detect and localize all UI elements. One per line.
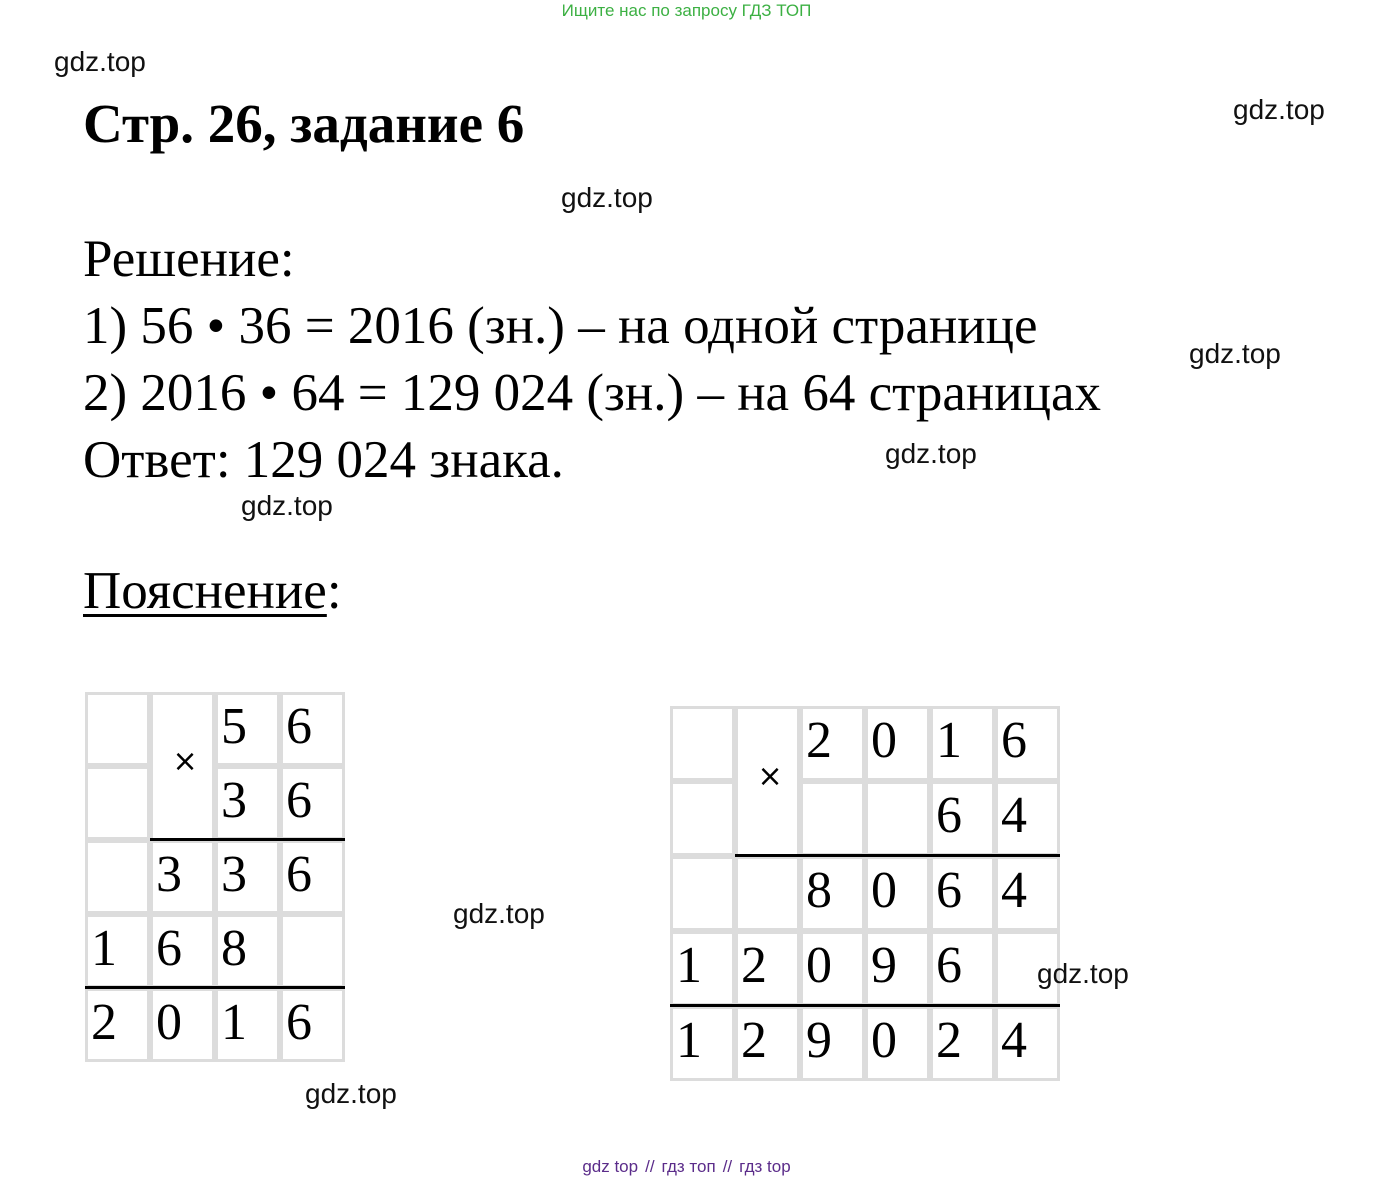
digit-cell (930, 781, 995, 856)
digit: 1 (91, 920, 117, 977)
footer-separator: // (722, 1157, 733, 1176)
digit: 2 (936, 1012, 962, 1069)
digit-cell (150, 988, 215, 1062)
digit-cell (215, 692, 280, 766)
watermark: gdz.top (1037, 958, 1129, 989)
digit-cell (735, 856, 800, 931)
digit: 0 (871, 862, 897, 919)
digit-cell (930, 1006, 995, 1081)
digit-cell (670, 781, 735, 856)
digit: 6 (1001, 712, 1027, 769)
footer-links (0, 1157, 1373, 1177)
explanation-heading (83, 562, 342, 620)
digit: 1 (676, 937, 702, 994)
watermark: gdz.top (241, 490, 333, 521)
digit: 2 (806, 712, 832, 769)
digit-cell (670, 931, 735, 1006)
solution-step-2: 2) 2016 • 64 = 129 024 (зн.) – на 64 страницах (83, 364, 1102, 422)
digit-cell (215, 766, 280, 840)
digit: 6 (936, 787, 962, 844)
digit: 9 (806, 1012, 832, 1069)
digit: 2 (741, 1012, 767, 1069)
digit-cell (215, 914, 280, 988)
digit-cell (150, 840, 215, 914)
digit: 6 (936, 937, 962, 994)
watermark: gdz.top (561, 182, 653, 213)
digit-cell (930, 931, 995, 1006)
digit-cell (280, 840, 345, 914)
digit: 4 (1001, 1012, 1027, 1069)
watermark: gdz.top (1189, 338, 1281, 369)
digit: 6 (286, 772, 312, 829)
digit: 2 (91, 994, 117, 1051)
explanation-word: Пояснение (83, 562, 327, 620)
digit-cell (995, 856, 1060, 931)
multiply-icon: × (172, 744, 198, 779)
digit: 6 (936, 862, 962, 919)
digit-cell (85, 692, 150, 766)
watermark: gdz.top (54, 46, 146, 77)
watermark: gdz.top (1233, 94, 1325, 125)
digit: 2 (741, 937, 767, 994)
sum-line (735, 854, 1060, 857)
digit-cell (670, 706, 735, 781)
digit-cell (280, 914, 345, 988)
digit-cell (735, 931, 800, 1006)
digit: 0 (156, 994, 182, 1051)
digit-cell (930, 706, 995, 781)
digit-cell (670, 856, 735, 931)
digit-cell (800, 1006, 865, 1081)
footer-link-gdz-top[interactable]: gdz top (582, 1157, 639, 1176)
digit-cell (865, 706, 930, 781)
digit-cell (800, 781, 865, 856)
digit: 3 (221, 772, 247, 829)
digit: 6 (286, 994, 312, 1051)
footer-link-gdz-top-mixed[interactable]: гдз top (739, 1157, 791, 1176)
watermark: gdz.top (885, 438, 977, 469)
multiply-icon: × (757, 759, 783, 794)
digit-cell (670, 1006, 735, 1081)
digit: 0 (806, 937, 832, 994)
page-title: Стр. 26, задание 6 (83, 93, 525, 154)
top-banner: Ищите нас по запросу ГДЗ ТОП (561, 1, 812, 20)
digit-cell (800, 931, 865, 1006)
digit: 6 (156, 920, 182, 977)
digit: 8 (221, 920, 247, 977)
explanation-colon: : (326, 562, 342, 620)
sign-cell (735, 706, 800, 856)
digit-cell (150, 914, 215, 988)
digit: 5 (221, 698, 247, 755)
digit-cell (735, 1006, 800, 1081)
digit-cell (85, 988, 150, 1062)
digit: 4 (1001, 862, 1027, 919)
digit: 6 (286, 698, 312, 755)
digit-cell (995, 781, 1060, 856)
digit-cell (85, 914, 150, 988)
digit: 9 (871, 937, 897, 994)
digit-cell (865, 931, 930, 1006)
footer-link-gdz-top-ru[interactable]: гдз топ (661, 1157, 716, 1176)
digit-cell (280, 988, 345, 1062)
footer-separator: // (645, 1157, 655, 1176)
digit-cell (930, 856, 995, 931)
digit-cell (800, 706, 865, 781)
digit-cell (995, 1006, 1060, 1081)
digit: 1 (676, 1012, 702, 1069)
digit: 0 (871, 1012, 897, 1069)
digit-cell (85, 840, 150, 914)
digit: 8 (806, 862, 832, 919)
sum-line (150, 838, 345, 841)
digit-cell (995, 706, 1060, 781)
digit-cell (280, 766, 345, 840)
sum-line (670, 1004, 1060, 1007)
watermark: gdz.top (453, 898, 545, 929)
digit: 0 (871, 712, 897, 769)
solution-heading: Решение: (83, 230, 295, 288)
watermark: gdz.top (305, 1078, 397, 1109)
digit: 6 (286, 846, 312, 903)
digit-cell (215, 840, 280, 914)
digit-cell (215, 988, 280, 1062)
digit: 3 (156, 846, 182, 903)
solution-answer: Ответ: 129 024 знака. (83, 431, 564, 489)
digit: 1 (221, 994, 247, 1051)
digit: 3 (221, 846, 247, 903)
sum-line (85, 986, 345, 989)
sign-cell (150, 692, 215, 840)
digit: 4 (1001, 787, 1027, 844)
digit-cell (865, 781, 930, 856)
digit: 1 (936, 712, 962, 769)
digit-cell (800, 856, 865, 931)
digit-cell (865, 1006, 930, 1081)
solution-step-1: 1) 56 • 36 = 2016 (зн.) – на одной странице (83, 297, 1038, 355)
digit-cell (85, 766, 150, 840)
digit-cell (280, 692, 345, 766)
digit-cell (865, 856, 930, 931)
